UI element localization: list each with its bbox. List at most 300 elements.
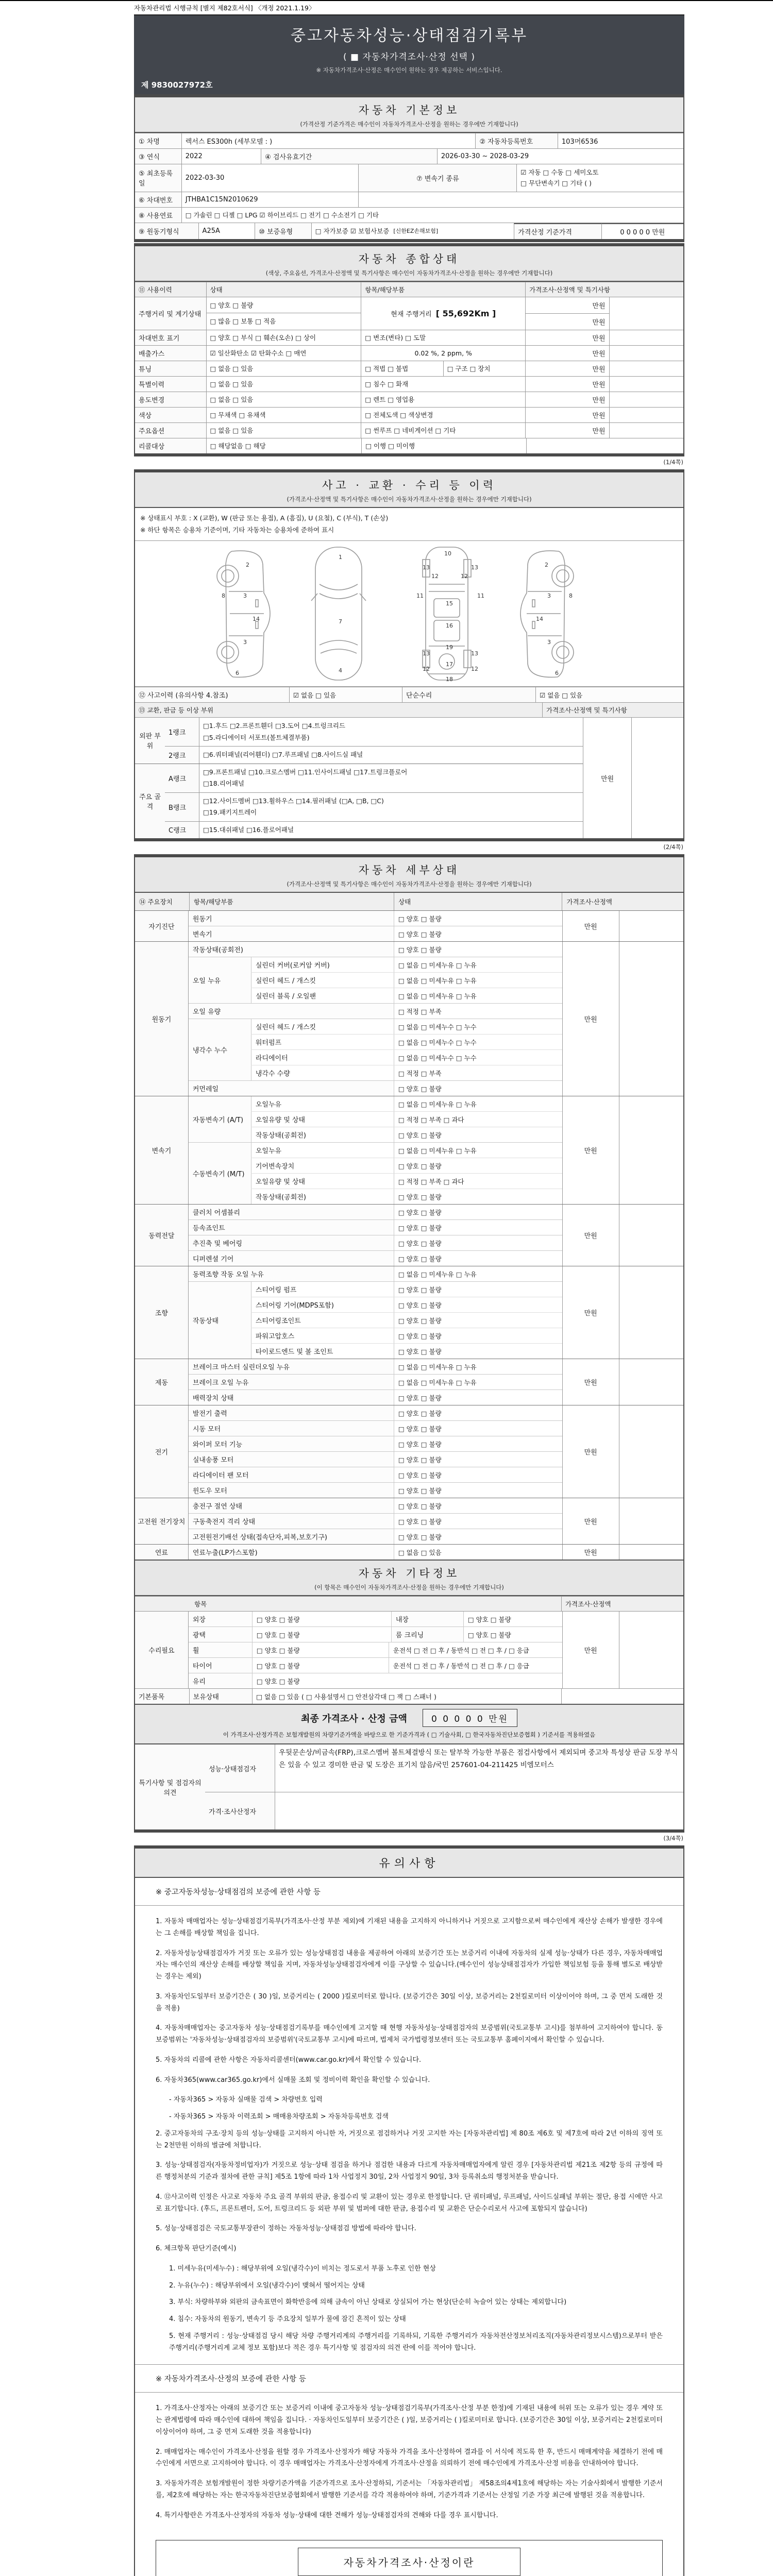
state-checkboxes[interactable]: □ 양호 □ 불량 xyxy=(394,1313,562,1328)
regulation-line: 자동차관리법 시행규칙 [별지 제82호서식] 〈개정 2021.1.19〉 xyxy=(134,4,315,12)
section-title: 사고 · 교환 · 수리 등 이력 xyxy=(322,479,496,492)
device-group-label: 조향 xyxy=(135,1266,189,1359)
diagram-number: 11 xyxy=(477,592,484,599)
part-label: 스티어링 기어(MDPS포함) xyxy=(251,1297,394,1312)
item-label: 타이어 xyxy=(189,1658,252,1673)
simple-repair-checkboxes[interactable]: ☑ 없음 □ 있음 xyxy=(535,687,683,702)
first-reg-label: ⑤ 최초등록일 xyxy=(135,164,181,192)
rankB-label: B랭크 xyxy=(165,793,199,821)
price-cell: 만원 xyxy=(562,1359,619,1405)
item-label: 변속기 xyxy=(189,926,394,941)
diagram-number: 3 xyxy=(547,592,551,599)
price-cell: 만원 xyxy=(562,1096,619,1204)
item-label: 추진축 및 베어링 xyxy=(189,1235,394,1250)
price-cell: 만원 xyxy=(525,392,609,407)
device-group-label: 고전원 전기장치 xyxy=(135,1498,189,1544)
state-checkboxes[interactable]: □ 양호 □ 불량 xyxy=(252,1612,391,1626)
state-checkboxes[interactable]: □ 적정 □ 부족 □ 과다 xyxy=(394,1174,562,1189)
state-checkboxes[interactable]: □ 적정 □ 부족 □ 과다 xyxy=(394,1112,562,1127)
col-state: 상태 xyxy=(394,893,562,910)
row-label: 차대번호 표기 xyxy=(135,330,206,345)
notice-subitem: 3. 부식: 차량하부와 외판의 금속표면이 화학반응에 의해 금속이 아닌 상태로 상실되어 가는 현상(단순히 녹슬어 있는 상태는 제외합니다) xyxy=(169,2298,567,2307)
notice-item: 2. 자동차성능상태점검자가 거짓 또는 오류가 있는 성능상태점검 내용을 제공하여 아래의 보증기간 또는 보증거리 이내에 자동차의 실제 성능·상태가 다른 경우, 자동차매매업자는 매수인의 재산상 손해를 배상할 책임을 지며, 자동차성능상태점검자에게 이를 구상할 수 있습니다.(매수인이 성능상태점검자가 가입한 책임보험 등을 통해 별도로 배상받는 경우는 제외) xyxy=(156,1949,663,1980)
notice-item: 2. 매매업자는 매수인이 가격조사·산정을 원할 경우 가격조사·산정자가 해당 자동차 가격을 조사·산정하여 결과를 이 서식에 적도록 한 후, 반드시 매매계약을 체결하기 전에 매수인에게 서면으로 고지하여야 합니다. 이 경우 매매업자는 가격조사·산정자에게 가격조사·산정을 의뢰하기 전에 매수인에게 가격조사·산정 비용을 안내하여야 합니다. xyxy=(156,2448,663,2468)
state-checkboxes[interactable]: □ 없음 □ 미세누유 □ 누유 xyxy=(394,1266,562,1281)
state-checkboxes[interactable]: □ 양호 □ 불량 xyxy=(394,1251,562,1266)
engine-type-value: A25A xyxy=(198,223,255,239)
diagram-number: 15 xyxy=(446,600,453,607)
item-label: 고전원전기배선 상태(접속단자,피복,보호기구) xyxy=(189,1529,394,1544)
notices-sub3-items xyxy=(135,2393,683,2535)
state-checkboxes[interactable]: □ 양호 □ 불량 xyxy=(463,1627,562,1642)
state-checkboxes[interactable]: □ 양호 □ 불량 xyxy=(394,926,562,941)
diagram-number: 19 xyxy=(446,644,453,651)
notice-subitem: 1. 미세누유(미세누수) : 해당부위에 오일(냉각수)이 비치는 정도로서 부품 노후로 인한 현상 xyxy=(169,2264,436,2273)
state-checkboxes[interactable]: □ 양호 □ 불량 xyxy=(252,1673,562,1688)
item-label: 자동변속기 (A/T) xyxy=(189,1096,251,1142)
state-checkboxes[interactable]: □ 적정 □ 부족 xyxy=(394,1004,562,1019)
vin-value: JTHBA1C15N2010629 xyxy=(181,192,359,207)
item-checkboxes[interactable]: □ 렌트 □ 영업용 xyxy=(361,392,525,407)
price-definition-box xyxy=(156,2540,663,2576)
emission-values: 0.02 %, 2 ppm, % xyxy=(361,346,525,361)
state-checkboxes[interactable]: □ 양호 □ 불량 xyxy=(394,1127,562,1142)
item-label: 연료누출(LP가스포함) xyxy=(189,1545,394,1560)
price-cell: 만원 xyxy=(525,361,609,376)
item-label: 충전구 절연 상태 xyxy=(189,1498,394,1513)
part-label: 실린더 커버(로커암 커버) xyxy=(251,957,394,972)
state-checkboxes[interactable]: □ 없음 □ 있음 xyxy=(206,361,361,376)
car-name-value: 렉서스 ES300h (세부모델 : ) xyxy=(181,133,476,148)
state-checkboxes[interactable]: □ 없음 □ 있음 xyxy=(206,392,361,407)
state-checkboxes[interactable]: □ 양호 □ 불량 xyxy=(394,1158,562,1173)
item-label: 내장 xyxy=(391,1612,463,1626)
reg-no-value: 103머6536 xyxy=(558,133,683,148)
inspection-period-value: 2026-03-30 ~ 2028-03-29 xyxy=(437,149,683,164)
price-cell: 만원 xyxy=(562,1545,619,1560)
item-checkboxes[interactable]: □ 썬루프 □ 네비게이션 □ 기타 xyxy=(361,423,525,438)
state-checkboxes[interactable]: □ 없음 □ 있음 xyxy=(206,423,361,438)
price-cell: 만원 xyxy=(525,423,609,438)
col-price: 가격조사·산정액 xyxy=(561,1597,683,1611)
section-title: 자동차 종합상태 xyxy=(358,252,460,265)
transmission-checkboxes[interactable]: ☑ 자동 □ 수동 □ 세미오토 □ 무단변속기 □ 기타 ( ) xyxy=(516,164,683,192)
row-label: 색상 xyxy=(135,408,206,422)
rankA-checkboxes[interactable]: □9.프론트패널 □10.크로스멤버 □11.인사이드패널 □17.트렁크플로어 □18.리어패널 xyxy=(199,764,548,792)
state-checkboxes[interactable]: □ 양호 □ 불량 xyxy=(394,1328,562,1343)
price-cell: 만원 xyxy=(525,346,609,361)
part-label: 기어변속장치 xyxy=(251,1158,394,1173)
state-checkboxes[interactable]: □ 양호 □ 불량 xyxy=(252,1658,389,1673)
price-col-label: 가격조사·산정액 및 특기사항 xyxy=(542,703,683,717)
diagram-number: 12 xyxy=(431,573,439,580)
price-cell: 만원 xyxy=(592,302,606,310)
item-label: 브레이크 오일 누유 xyxy=(189,1375,394,1389)
item-label: 원동기 xyxy=(189,911,394,926)
notice-item: 3. 자동차인도일부터 보증기간은 ( 30 )일, 보증거리는 ( 2000 )킬로미터로 합니다. (보증기간은 30일 이상, 보증거리는 2천킬로미터 이상이어야 하며, 그 중 먼저 도래한 것을 적용) xyxy=(156,1992,663,2012)
price-cell: 만원 xyxy=(562,1498,619,1544)
vin-label: ⑥ 차대번호 xyxy=(135,192,181,207)
accident-history-label: ⑫ 사고이력 (유의사항 4.참조) xyxy=(135,687,289,702)
state-checkboxes[interactable]: □ 양호 □ 불량 xyxy=(394,1514,562,1529)
state-checkboxes[interactable]: □ 해당없음 □ 해당 xyxy=(206,438,361,453)
diagram-number: 12 xyxy=(461,573,468,580)
state-checkboxes[interactable]: □ 양호 □ 불량 xyxy=(394,1483,562,1498)
diagram-number: 6 xyxy=(555,670,559,676)
car-diagrams xyxy=(135,541,683,687)
current-mileage: 현재 주행거리 [ 55,692Km ] xyxy=(361,297,525,330)
state-checkboxes[interactable]: □ 무채색 □ 유채색 xyxy=(206,408,361,422)
page-marker: (2/4쪽) xyxy=(663,843,683,851)
notice-subitem: 4. 침수: 자동차의 원동기, 변속기 등 주요장치 일부가 물에 잠긴 흔적이 있는 상태 xyxy=(169,2315,406,2323)
row-label: 튜닝 xyxy=(135,361,206,376)
state-checkboxes[interactable]: □ 양호 □ 불량 xyxy=(394,1436,562,1451)
diagram-number: 12 xyxy=(471,666,478,672)
diagram-number: 17 xyxy=(446,661,453,668)
position-checkboxes[interactable]: 운전석 □ 전 □ 후 / 동반석 □ 전 □ 후 / □ 응급 xyxy=(389,1642,562,1657)
part-label: 냉각수 수량 xyxy=(251,1065,394,1080)
header-note: ※ 자동차가격조사·산정은 매수인이 원하는 경우 제공하는 서비스입니다. xyxy=(316,66,502,74)
item-label: 동력조향 작동 오일 누유 xyxy=(189,1266,394,1281)
device-group-label: 연료 xyxy=(135,1545,189,1560)
item-label: 브레이크 마스터 실린더오일 누유 xyxy=(189,1359,394,1374)
item-label: 냉각수 누수 xyxy=(189,1019,251,1080)
section-title: 자동차 기본정보 xyxy=(358,104,460,116)
state-checkboxes[interactable]: □ 양호 □ 불량 xyxy=(394,1189,562,1204)
base-price-value: 0 0 0 0 0 만원 xyxy=(601,223,683,239)
price-cell: 만원 xyxy=(526,313,609,330)
state-checkboxes[interactable]: □ 없음 □ 있음 xyxy=(394,1545,562,1560)
state-checkboxes[interactable]: □ 없음 □ 미세누유 □ 누유 xyxy=(394,1359,562,1374)
device-group-label: 원동기 xyxy=(135,942,189,1096)
hold-state-label: 보유상태 xyxy=(189,1689,253,1704)
state-checkboxes[interactable]: ☑ 일산화탄소 ☑ 탄화수소 □ 매연 xyxy=(206,346,361,361)
diagram-number: 14 xyxy=(253,616,260,622)
item-label: 클러치 어셈블리 xyxy=(189,1205,394,1219)
car-top-diagram xyxy=(305,544,372,683)
rankB-checkboxes[interactable]: □12.사이드멤버 □13.휠하우스 □14.필러패널 (□A, □B, □C) □19.패키지트레이 xyxy=(199,793,548,821)
part-label: 작동상태(공회전) xyxy=(251,1127,394,1142)
diagram-number: 3 xyxy=(547,639,551,646)
item-label: 배력장치 상태 xyxy=(189,1390,394,1405)
state-checkboxes[interactable]: □ 양호 □ 불량 xyxy=(394,1205,562,1219)
state-checkboxes[interactable]: □ 양호 □ 불량 xyxy=(394,1220,562,1235)
diagram-number: 14 xyxy=(536,616,543,622)
col-item: 항목/해당부품 xyxy=(361,282,525,297)
diagram-number: 13 xyxy=(423,564,430,571)
notice-item: 5. 자동차의 리콜에 관한 사항은 자동차리콜센터(www.car.go.kr)에서 확인할 수 있습니다. xyxy=(156,2056,422,2064)
state-checkboxes[interactable]: □ 없음 □ 미세누유 □ 누유 xyxy=(394,973,562,988)
hold-state-checkboxes[interactable]: □ 없음 □ 있음 ( □ 사용설명서 □ 안전삼각대 □ 잭 □ 스패너 ) xyxy=(252,1689,561,1704)
diagram-number: 16 xyxy=(446,622,453,629)
rank1-checkboxes[interactable]: □1.후드 □2.프론트휀더 □3.도어 □4.트렁크리드 □5.라디에이터 서포트(볼트체결부품) xyxy=(199,718,548,746)
part-label: 라디에이터 xyxy=(251,1050,394,1065)
notice-subitem: 2. 누유(누수) : 해당부위에서 오일(냉각수)이 맺혀서 떨어지는 상태 xyxy=(169,2281,365,2290)
item-label: 윈도우 모터 xyxy=(189,1483,394,1498)
mileage-value: [ 55,692Km ] xyxy=(435,308,496,318)
state-checkboxes[interactable]: □ 없음 □ 미세누수 □ 누수 xyxy=(394,1050,562,1065)
accident-history-section xyxy=(134,469,684,842)
device-group-label: 전기 xyxy=(135,1405,189,1498)
item-label: 작동상태 xyxy=(189,1282,251,1359)
col-price: 가격조사·산정액 xyxy=(562,893,683,910)
part-label: 스티어링 펌프 xyxy=(251,1282,394,1297)
final-price-value: 0 0 0 0 0 만원 xyxy=(423,1709,517,1727)
item-label: 와이퍼 모터 기능 xyxy=(189,1436,394,1451)
section-title: 자동차 세부상태 xyxy=(358,864,460,876)
diagram-number: 13 xyxy=(423,650,430,657)
notice-item: 3. 자동차가격은 보험개발원이 정한 차량기준가액을 기준가격으로 조사·산정하되, 기준서는 「자동차관리법」 제58조의4제1호에 해당하는 자는 기술사회에서 발행한 기준서를, 제2호에 해당하는 자는 한국자동차진단보증협회에서 발행한 기준서를 각각 적용하여야 하며, 기준가격과 기준서는 산정일 기준 가장 최근에 발행된 것을 적용합니다. xyxy=(156,2480,663,2499)
device-group-label: 동력전달 xyxy=(135,1205,189,1266)
rankC-checkboxes[interactable]: □15.대쉬패널 □16.플로어패널 xyxy=(199,822,548,839)
col-usage-history: ⑪ 사용이력 xyxy=(139,285,172,294)
rank2-checkboxes[interactable]: □6.쿼터패널(리어휀더) □7.루프패널 □8.사이드실 패널 xyxy=(199,747,548,764)
item-label: 발전기 출력 xyxy=(189,1405,394,1420)
basic-info-section xyxy=(134,94,684,242)
diagram-number: 13 xyxy=(471,564,478,571)
page-marker: (3/4쪽) xyxy=(663,1835,683,1842)
year-label: ③ 연식 xyxy=(135,149,181,164)
item-label: 외장 xyxy=(189,1612,252,1626)
basic-items-label: 기본품목 xyxy=(135,1689,189,1704)
diagram-number: 3 xyxy=(243,592,247,599)
engine-type-label: ⑨ 원동기형식 xyxy=(135,223,198,239)
price-cell: 만원 xyxy=(562,1205,619,1266)
notice-item: 4. ⑫사고이력 인정은 사고로 자동차 주요 골격 부위의 판금, 용접수리 및 교환이 있는 경우로 한정합니다. 단 쿼터패널, 루프패널, 사이드실패널 부위는 절단, 용접 시에만 사고로 표기합니다. (후드, 프론트펜더, 도어, 트렁크리드 등 외판 부위 및 범퍼에 대한 판금, 용접수리 및 교환은 단순수리로서 사고에 포함되지 않습니다) xyxy=(156,2193,663,2213)
price-cell: 만원 xyxy=(562,1612,619,1688)
state-checkboxes[interactable]: □ 양호 □ 불량 xyxy=(394,1452,562,1467)
main-frame-label: 주요 골격 xyxy=(135,764,165,839)
state-checkboxes[interactable]: □ 적정 □ 부족 xyxy=(394,1065,562,1080)
part-label: 작동상태(공회전) xyxy=(251,1189,394,1204)
other-info-title: 자동차 기타정보 xyxy=(358,1567,460,1580)
final-price-band xyxy=(135,1704,683,1744)
col-item-part: 항목/해당부품 xyxy=(189,893,394,910)
state-checkboxes[interactable]: □ 양호 □ 불량 xyxy=(394,911,562,926)
notice-item: 5. 성능·상태점검은 국토교통부장관이 정하는 자동차성능·상태점검 방법에 따라야 합니다. xyxy=(156,2225,416,2233)
diagram-number: 7 xyxy=(339,618,342,625)
price-cell: 만원 xyxy=(562,942,619,1096)
rank1-label: 1랭크 xyxy=(165,718,199,746)
device-group-label: 제동 xyxy=(135,1359,189,1405)
state-checkboxes[interactable]: □ 양호 □ 불량 xyxy=(394,1421,562,1436)
item-label: 유리 xyxy=(189,1673,252,1688)
diagram-number: 1 xyxy=(339,554,342,561)
item-label: 룸 크리닝 xyxy=(391,1627,463,1642)
col-main-device: ⑭ 주요장치 xyxy=(139,898,173,906)
mileage-label: 주행거리 및 계기상태 xyxy=(135,297,206,330)
part-label: 스티어링조인트 xyxy=(251,1313,394,1328)
state-checkboxes[interactable]: □ 양호 □ 불량 xyxy=(394,1405,562,1420)
mileage-state-checkboxes[interactable]: □ 양호 □ 불량 xyxy=(210,301,254,309)
diagram-number: 8 xyxy=(569,592,573,599)
item-checkboxes[interactable]: □ 이행 □ 미이행 xyxy=(361,438,526,453)
col-price: 가격조사·산정액 및 특기사항 xyxy=(525,282,683,297)
item-checkboxes[interactable]: □ 구조 □ 장치 xyxy=(443,361,525,376)
state-checkboxes[interactable]: □ 없음 □ 미세누유 □ 누유 xyxy=(394,1375,562,1389)
part-label: 실린더 블록 / 오일팬 xyxy=(251,988,394,1003)
notices-section xyxy=(134,1845,684,2576)
outer-panel-label: 외판 부위 xyxy=(135,718,165,764)
state-checkboxes[interactable]: □ 양호 □ 불량 xyxy=(394,1081,562,1096)
state-checkboxes[interactable]: □ 양호 □ 불량 xyxy=(463,1612,562,1626)
document-header xyxy=(134,14,684,94)
state-code-legend: ※ 상태표시 부호 : X (교환), W (판금 또는 용접), A (흠집), U (요철), C (부식), T (손상) ※ 하단 항목은 승용차 기준이며, 기타 자동차는 승용차에 준하여 표시 xyxy=(135,508,683,541)
notice-item: 1. 자동차 매매업자는 성능·상태점검기록부(가격조사·산정 부분 제외)에 기재된 내용을 고지하지 아니하거나 거짓으로 고지함으로써 매수인에게 재산상 손해가 발생한 경우에는 그 손해를 배상할 책임을 집니다. xyxy=(156,1918,663,1937)
item-checkboxes[interactable]: □ 적법 □ 불법 xyxy=(361,361,443,376)
price-cell: 만원 xyxy=(583,718,631,838)
rankC-label: C랭크 xyxy=(165,822,199,839)
document xyxy=(134,0,684,2576)
notice-item: 2. 중고자동차의 구조·장치 등의 성능·상태를 고지하지 아니한 자, 거짓으로 점검하거나 거짓 고지한 자는 [자동차관리법] 제 80조 제6호 및 제7호에 따라 2년 이하의 징역 또는 2천만원 이하의 벌금에 처합니다. xyxy=(156,2129,663,2149)
row-label: 주요옵션 xyxy=(135,423,206,438)
remarks-label: 특기사항 및 점검자의 의견 xyxy=(135,1744,205,1829)
repair-needed-label: 수리필요 xyxy=(135,1612,189,1688)
notice-item: 6. 체크항목 판단기준(예시) xyxy=(156,2245,237,2252)
part-label: 워터펌프 xyxy=(251,1035,394,1049)
device-group-label: 자기진단 xyxy=(135,911,189,941)
section-subtitle: (가격조사·산정액 및 특기사항은 매수인이 자동차가격조사·산정을 원하는 경우에만 기재합니다) xyxy=(287,495,532,503)
row-label: 용도변경 xyxy=(135,392,206,407)
state-checkboxes[interactable]: □ 양호 □ 불량 xyxy=(394,1344,562,1359)
part-label: 타이로드엔드 및 볼 조인트 xyxy=(251,1344,394,1359)
item-label: 오일 누유 xyxy=(189,957,251,1003)
diagram-number: 2 xyxy=(545,562,548,568)
state-checkboxes[interactable]: □ 양호 □ 불량 xyxy=(394,1297,562,1312)
warranty-checkboxes[interactable]: □ 자가보증 ☑ 보험사보증 [신한EZ손해보험] xyxy=(311,223,514,239)
part-label: 실린더 헤드 / 개스킷 xyxy=(251,973,394,988)
state-checkboxes[interactable]: □ 없음 □ 미세누유 □ 누유 xyxy=(394,1096,562,1111)
diagram-number: 12 xyxy=(423,666,430,672)
notice-item: 1. 가격조사·산정자는 아래의 보증기간 또는 보증거리 이내에 중고자동차 성능·상태점검기록부(가격조사·산정 부분 한정)에 기재된 내용에 허위 또는 오류가 있는 경우 계약 또는 관계법령에 따라 매수인에 대하여 책임을 집니다. · 자동차인도일부터 보증기간은 ( )일, 보증거리는 ( )킬로미터로 합니다. (보증기간은 30일 이상, 보증거리는 2천킬로미터 이상이어야 하며, 그 중 먼저 도래한 것을 적용합니다) xyxy=(156,2404,663,2436)
diagram-number: 8 xyxy=(222,592,225,599)
notice-subitem: - 자동차365 > 자동차 실매물 검색 > 차량번호 입력 xyxy=(169,2096,323,2104)
appraiser-label: 가격·조사산정자 xyxy=(205,1792,275,1829)
fuel-label: ⑧ 사용연료 xyxy=(135,208,181,223)
item-label: 디퍼렌셜 기어 xyxy=(189,1251,394,1266)
notices-title: 유의사항 xyxy=(379,1857,440,1870)
item-checkboxes[interactable]: □ 변조(변타) □ 도말 xyxy=(361,330,525,345)
diagram-number: 3 xyxy=(243,639,247,646)
part-label: 파워고압호스 xyxy=(251,1328,394,1343)
page-subtitle: ( ■ 자동차가격조사·산정 선택 ) xyxy=(343,52,475,62)
warranty-type-label: ⑩ 보증유형 xyxy=(255,223,311,239)
state-checkboxes[interactable]: □ 양호 □ 부식 □ 훼손(오손) □ 상이 xyxy=(206,330,361,345)
diagram-number: 13 xyxy=(471,650,478,657)
item-label: 구동축전지 격리 상태 xyxy=(189,1514,394,1529)
first-reg-value: 2022-03-30 xyxy=(181,164,359,192)
device-group-label: 변속기 xyxy=(135,1096,189,1204)
item-checkboxes[interactable]: □ 침수 □ 화재 xyxy=(361,377,525,392)
item-label: 오일 유량 xyxy=(189,1004,394,1019)
price-cell: 만원 xyxy=(525,377,609,392)
item-label: 시동 모터 xyxy=(189,1421,394,1436)
page-title: 중고자동차성능·상태점검기록부 xyxy=(290,27,528,45)
inspector-opinion: 우뒷문손상/비금속(FRP),크로스멤버 볼트체결방식 또는 탈부착 가능한 부품은 점검사항에서 제외되며 중고차 특성상 판금 도장 부식은 있을 수 있고 경미한 판금 및 도장은 표기치 않음/국민 257601-04-211425 비엠모터스 xyxy=(275,1744,683,1792)
position-checkboxes[interactable]: 운전석 □ 전 □ 후 / 동반석 □ 전 □ 후 / □ 응급 xyxy=(389,1658,562,1673)
item-label: 작동상태(공회전) xyxy=(189,942,394,957)
document-number: 제 9830027972호 xyxy=(141,80,213,90)
state-checkboxes[interactable]: □ 양호 □ 불량 xyxy=(394,1529,562,1544)
notice-item: 4. 자동차매매업자는 중고자동차 성능·상태점검기록부를 매수인에게 고지할 때 현행 자동차성능·상태점검자의 보증범위(국토교통부 고시)를 첨부하여 고지하여야 합니다. 동 보증범위는 '자동차성능·상태점검자의 보증범위'(국토교통부 고시)에 따르며, 법제처 국가법령정보센터 또는 국토교통부 홈페이지에서 확인할 수 있습니다. xyxy=(156,2024,663,2044)
state-checkboxes[interactable]: □ 양호 □ 불량 xyxy=(394,1235,562,1250)
state-checkboxes[interactable]: □ 없음 □ 미세누유 □ 누유 xyxy=(394,988,562,1003)
price-cell: 만원 xyxy=(525,408,609,422)
rank2-label: 2랭크 xyxy=(165,747,199,764)
basic-info-header xyxy=(135,97,683,133)
state-checkboxes[interactable]: □ 없음 □ 미세누유 □ 누유 xyxy=(394,957,562,972)
transmission-label: ⑦ 변속기 종류 xyxy=(358,164,516,192)
part-label: 오일유량 및 상태 xyxy=(251,1174,394,1189)
simple-repair-label: 단순수리 xyxy=(402,687,535,702)
notices-sub3-title: ※ 자동차가격조사·산정의 보증에 관한 사항 등 xyxy=(135,2364,683,2393)
state-checkboxes[interactable]: □ 양호 □ 불량 xyxy=(394,1498,562,1513)
diagram-number: 10 xyxy=(444,550,451,557)
item-checkboxes[interactable]: □ 전체도색 □ 색상변경 xyxy=(361,408,525,422)
price-cell: 만원 xyxy=(562,911,619,941)
state-checkboxes[interactable]: □ 양호 □ 불량 xyxy=(394,1467,562,1482)
section-subtitle: (가격조사·산정액 및 특기사항은 매수인이 자동차가격조사·산정을 원하는 경우에만 기재합니다) xyxy=(287,880,532,888)
item-label: 등속죠인트 xyxy=(189,1220,394,1235)
diagram-number: 6 xyxy=(236,670,239,676)
detail-state-section xyxy=(134,854,684,1833)
price-cell: 만원 xyxy=(525,330,609,345)
state-checkboxes[interactable]: □ 양호 □ 불량 xyxy=(252,1642,389,1657)
inspector-label: 성능·상태점검자 xyxy=(205,1744,275,1792)
diagram-number: 11 xyxy=(416,592,424,599)
part-label: 실린더 헤드 / 개스킷 xyxy=(251,1019,394,1034)
notices-sub1-items xyxy=(135,1906,683,2364)
appraiser-opinion xyxy=(275,1792,683,1829)
state-checkboxes[interactable]: □ 양호 □ 불량 xyxy=(394,1390,562,1405)
state-checkboxes[interactable]: □ 양호 □ 불량 xyxy=(394,942,562,957)
accident-history-checkboxes[interactable]: ☑ 없음 □ 있음 xyxy=(289,687,402,702)
item-label: 광택 xyxy=(189,1627,252,1642)
part-label: 오일누유 xyxy=(251,1143,394,1158)
exchange-area-label: ⑬ 교환, 판금 등 이상 부위 xyxy=(139,706,214,714)
section-subtitle: (색상, 주요옵션, 가격조사·산정액 및 특기사항은 매수인이 자동차가격조사·산정을 원하는 경우에만 기재합니다) xyxy=(265,269,553,277)
fuel-checkboxes[interactable]: □ 가솔린 □ 디젤 □ LPG ☑ 하이브리드 □ 전기 □ 수소전기 □ 기타 xyxy=(181,208,683,223)
price-definition-title: 자동차가격조사·산정이란 xyxy=(298,2548,520,2576)
other-info-subtitle: (이 항목은 매수인이 자동차가격조사·산정을 원하는 경우에만 기재합니다) xyxy=(314,1584,504,1591)
notice-item: 6. 자동차365(www.car365.go.kr)에서 실매물 조회 및 정비이력 확인을 확인할 수 있습니다. xyxy=(156,2076,430,2084)
diagram-number: 18 xyxy=(446,676,453,683)
state-checkboxes[interactable]: □ 없음 □ 미세누수 □ 누수 xyxy=(394,1019,562,1034)
mileage-amount-checkboxes[interactable]: □ 많음 □ 보통 □ 적음 xyxy=(207,313,361,329)
notice-subitem: - 자동차365 > 자동차 이력조회 > 매매용차량조회 > 자동차등록번호 검색 xyxy=(169,2113,389,2121)
item-label: 휠 xyxy=(189,1642,252,1657)
notices-sub1-title: ※ 중고자동차성능·상태점검의 보증에 관한 사항 등 xyxy=(135,1878,683,1906)
notice-subitem: 5. 현재 주행거리 : 성능·상태점검 당시 해당 차량 주행거리계의 주행거리를 기록하되, 기록한 주행거리가 자동차전산정보처리조직(자동차관리정보시스템)으로부터 받은 주행거리(주행거리계 교체 정보 포함)보다 적은 경우 특기사항 및 점검자의 의견 란에 이를 적어야 합니다. xyxy=(169,2332,663,2352)
price-cell: 만원 xyxy=(562,1266,619,1359)
item-label: 커먼레일 xyxy=(189,1081,394,1096)
row-label: 특별이력 xyxy=(135,377,206,392)
state-checkboxes[interactable]: □ 양호 □ 불량 xyxy=(252,1627,391,1642)
price-cell: 만원 xyxy=(562,1405,619,1498)
state-checkboxes[interactable]: □ 없음 □ 미세누수 □ 누수 xyxy=(394,1035,562,1049)
state-checkboxes[interactable]: □ 없음 □ 미세누유 □ 누유 xyxy=(394,1143,562,1158)
final-price-note: 이 가격조사·산정가격은 보험개발원의 차량기준가액을 바탕으로 한 기준가격과 ( □ 기술사회, □ 한국자동차진단보증협회 ) 기준서를 적용하였음 xyxy=(223,1731,596,1738)
page-marker: (1/4쪽) xyxy=(663,458,683,466)
state-checkboxes[interactable]: □ 양호 □ 불량 xyxy=(394,1282,562,1297)
state-checkboxes[interactable]: □ 없음 □ 있음 xyxy=(206,377,361,392)
diagram-number: 2 xyxy=(246,562,249,568)
car-name-label: ① 차명 xyxy=(135,133,181,148)
reg-no-label: ② 자동차등록번호 xyxy=(475,133,557,148)
row-label: 배출가스 xyxy=(135,346,206,361)
part-label: 오일유량 및 상태 xyxy=(251,1112,394,1127)
rankA-label: A랭크 xyxy=(165,764,199,792)
